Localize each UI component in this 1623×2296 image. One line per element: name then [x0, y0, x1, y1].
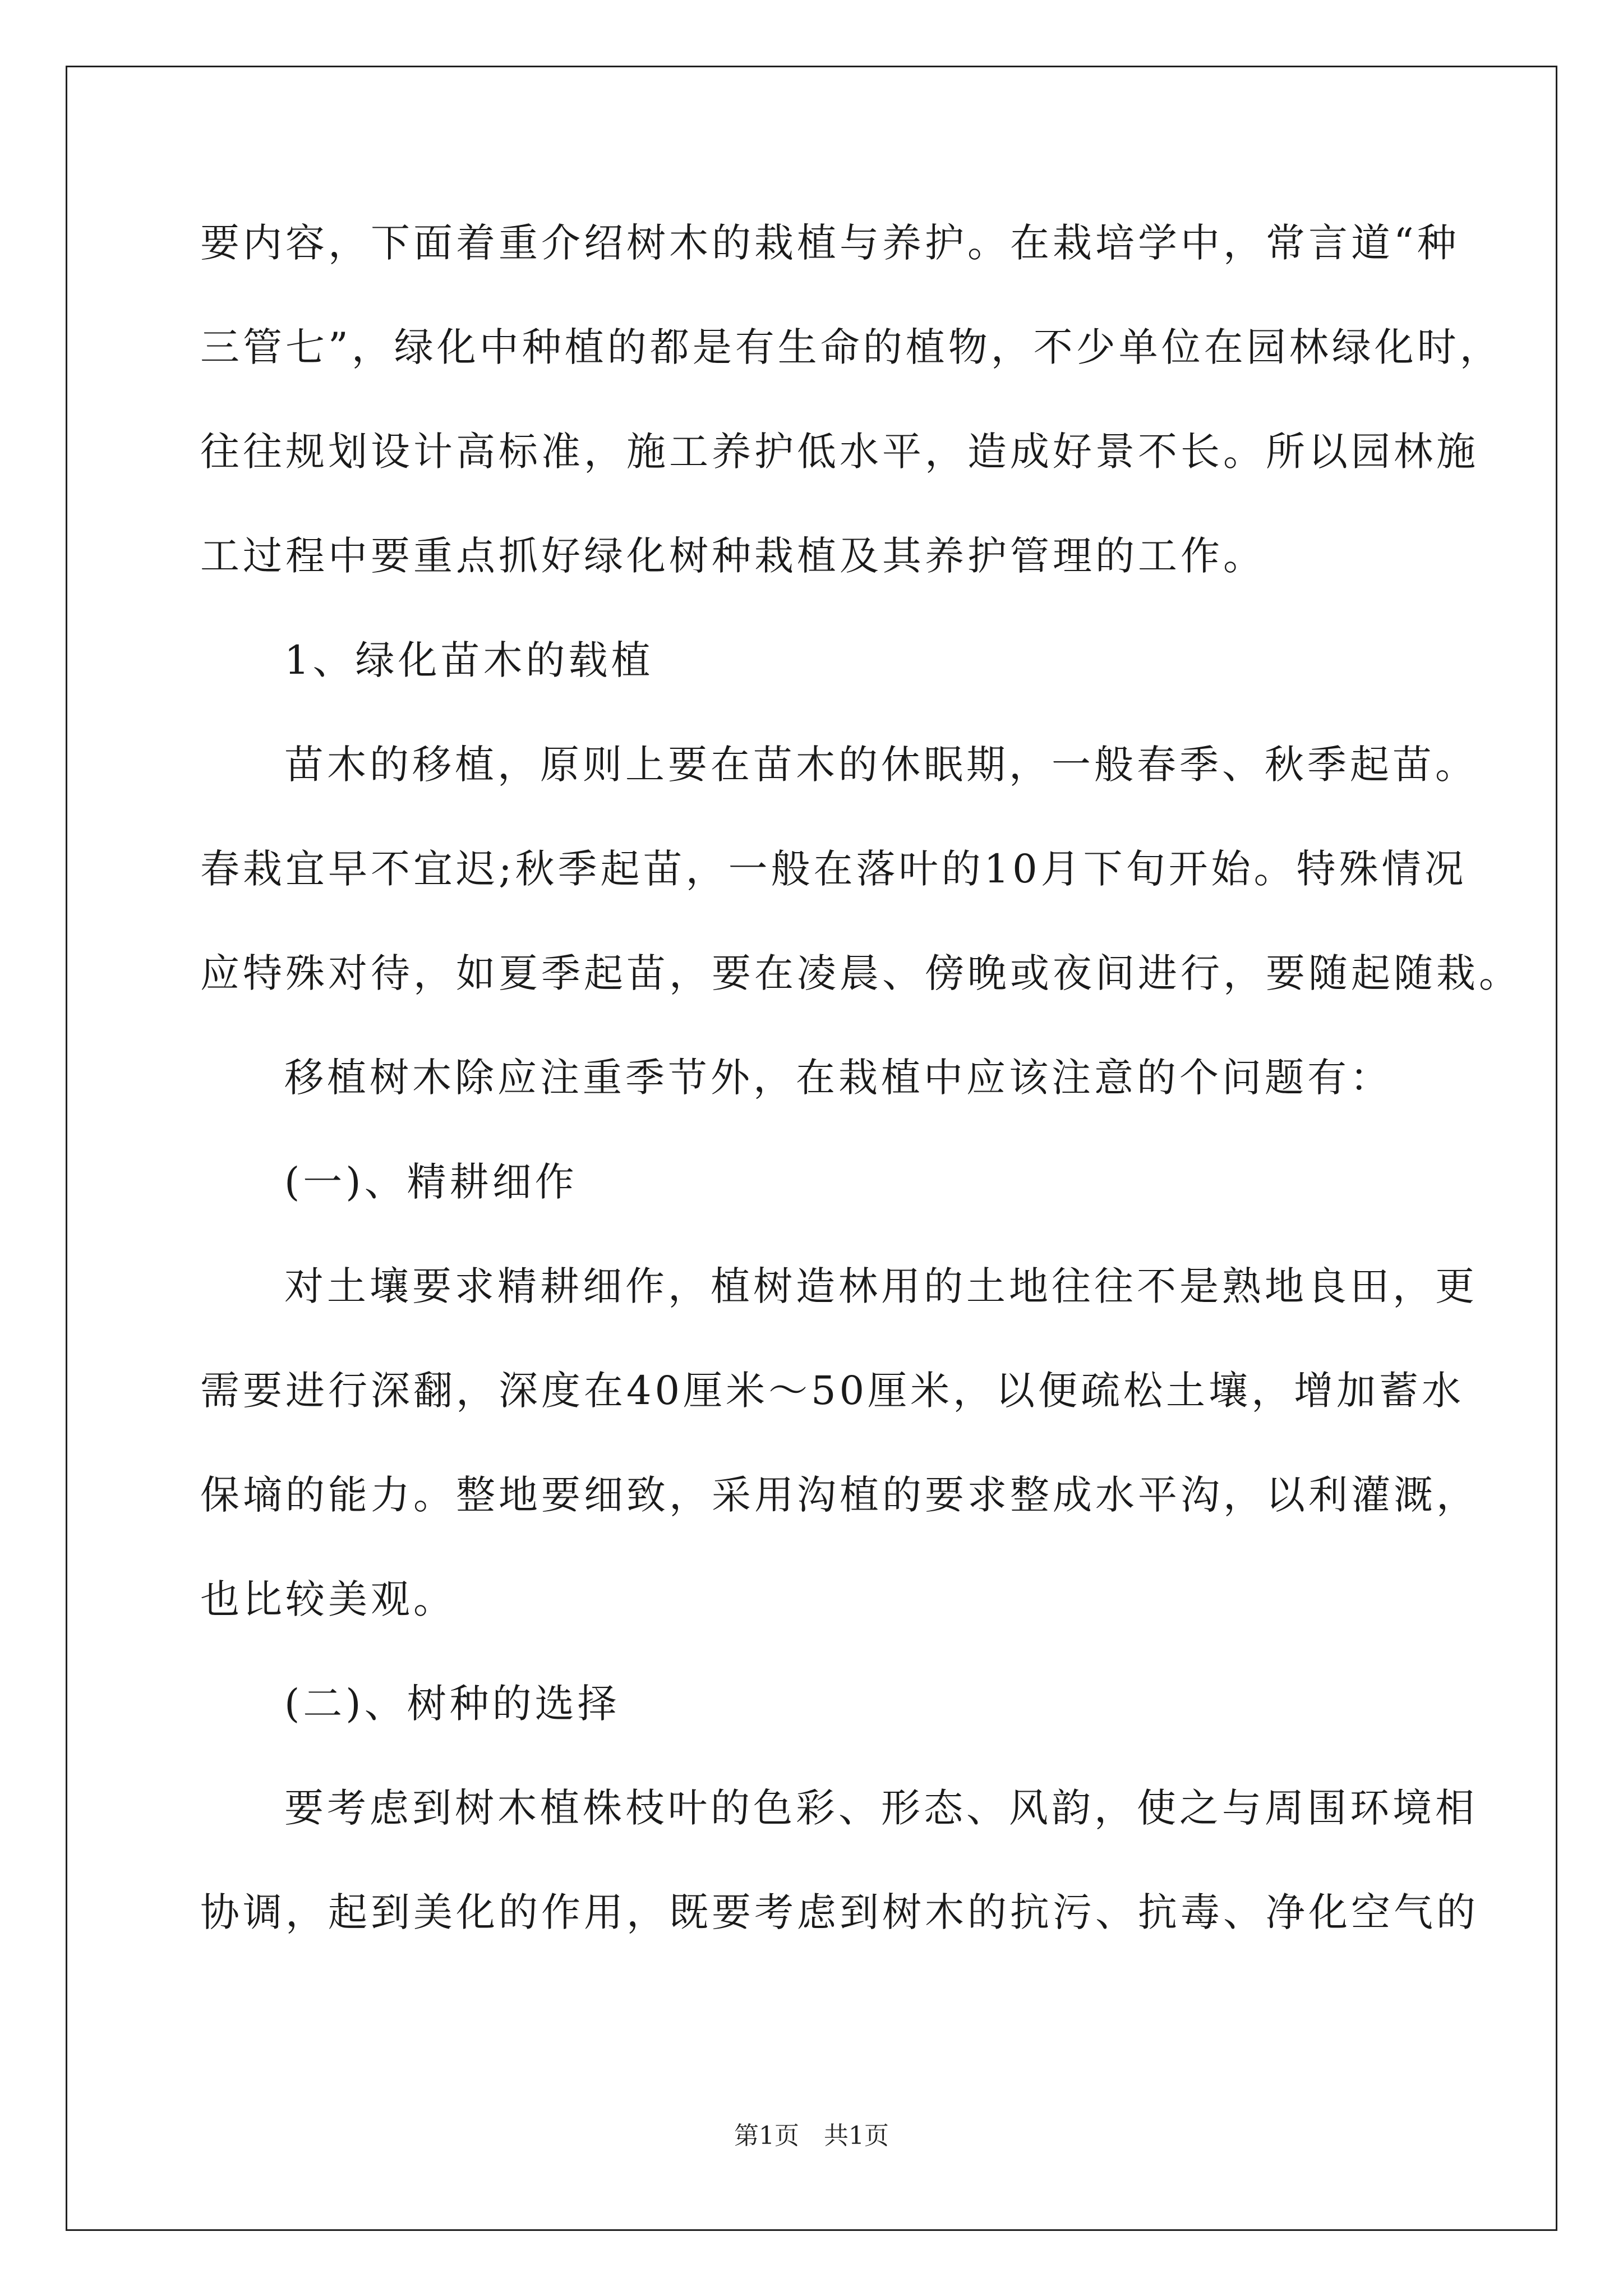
text-line: 需要进行深翻，深度在40厘米～50厘米，以便疏松土壤，增加蓄水: [200, 1368, 1465, 1414]
text-line: 要考虑到树木植株枝叶的色彩、形态、风韵，使之与周围环境相: [284, 1785, 1478, 1831]
text-line: 春栽宜早不宜迟;秋季起苗，一般在落叶的10月下旬开始。特殊情况: [200, 846, 1467, 892]
text-line: 要内容，下面着重介绍树木的栽植与养护。在栽培学中，常言道“种: [200, 220, 1460, 266]
text-line: 协调，起到美化的作用，既要考虑到树木的抗污、抗毒、净化空气的: [200, 1889, 1479, 1935]
subsection-heading: (一)、精耕细作: [284, 1159, 578, 1205]
text-line: 移植树木除应注重季节外，在栽植中应该注意的个问题有：: [284, 1055, 1393, 1101]
text-line: 工过程中要重点抓好绿化树种栽植及其养护管理的工作。: [200, 533, 1266, 579]
text-line: 也比较美观。: [200, 1576, 456, 1622]
section-heading: 1、绿化苗木的载植: [284, 637, 654, 683]
text-line: 应特殊对待，如夏季起苗，要在凌晨、傍晚或夜间进行，要随起随栽。: [200, 950, 1521, 996]
text-line: 对土壤要求精耕细作，植树造林用的土地往往不是熟地良田，更: [284, 1263, 1478, 1309]
text-line: 往往规划设计高标准，施工养护低水平，造成好景不长。所以园林施: [200, 429, 1479, 475]
page-footer: 第1页 共1页: [734, 2122, 889, 2150]
text-line: 保墒的能力。整地要细致，采用沟植的要求整成水平沟，以利灌溉，: [200, 1472, 1479, 1518]
text-line: 三管七”，绿化中种植的都是有生命的植物，不少单位在园林绿化时，: [200, 324, 1502, 370]
subsection-heading: (二)、树种的选择: [284, 1681, 620, 1727]
text-line: 苗木的移植，原则上要在苗木的休眠期，一般春季、秋季起苗。: [284, 742, 1478, 788]
